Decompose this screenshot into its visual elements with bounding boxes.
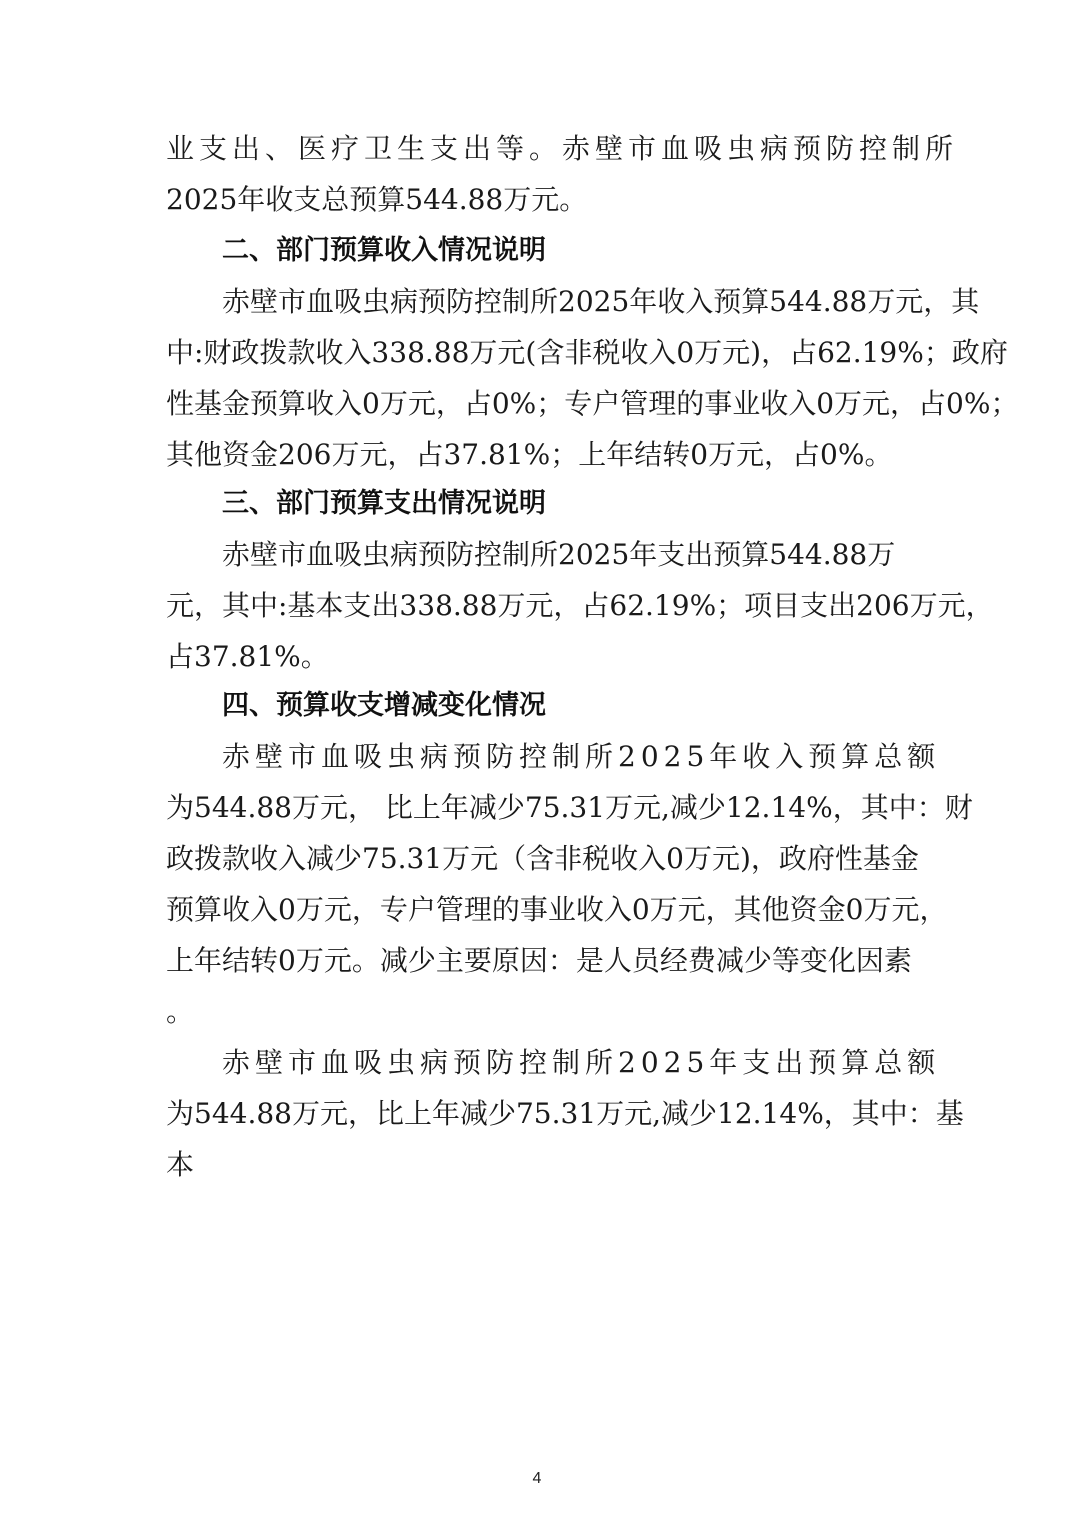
paragraph-line: 本: [166, 1148, 195, 1181]
paragraph-line: 赤壁市血吸虫病预防控制所2025年收入预算544.88万元，其: [222, 285, 980, 318]
paragraph-line: 其他资金206万元，占37.81%；上年结转0万元，占0%。: [166, 438, 893, 471]
paragraph-line: 赤壁市血吸虫病预防控制所2025年支出预算544.88万: [222, 538, 896, 571]
paragraph-line: 性基金预算收入0万元，占0%；专户管理的事业收入0万元，占0%；: [166, 387, 1019, 420]
paragraph-line: 上年结转0万元。减少主要原因：是人员经费减少等变化因素: [166, 944, 912, 977]
page-number: 4: [532, 1470, 542, 1487]
section-heading-expenditure: 三、部门预算支出情况说明: [222, 488, 546, 519]
paragraph-line: 赤壁市血吸虫病预防控制所2025年收入预算总额: [222, 740, 941, 773]
paragraph-line: 占37.81%。: [166, 640, 329, 673]
paragraph-line: 赤壁市血吸虫病预防控制所2025年支出预算总额: [222, 1046, 941, 1079]
paragraph-line: 业支出、医疗卫生支出等。赤壁市血吸虫病预防控制所: [166, 132, 959, 165]
section-heading-income: 二、部门预算收入情况说明: [222, 235, 546, 266]
paragraph-line: 预算收入0万元，专户管理的事业收入0万元，其他资金0万元，: [166, 893, 948, 926]
paragraph-line: 2025年收支总预算544.88万元。: [166, 183, 588, 216]
paragraph-line: 。: [166, 995, 195, 1028]
paragraph-line: 中:财政拨款收入338.88万元(含非税收入0万元)，占62.19%；政府: [166, 336, 1008, 369]
section-heading-change: 四、预算收支增减变化情况: [222, 690, 546, 721]
paragraph-line: 为544.88万元，比上年减少75.31万元,减少12.14%，其中：基: [166, 1097, 964, 1130]
paragraph-line: 政拨款收入减少75.31万元（含非税收入0万元)，政府性基金: [166, 842, 919, 875]
paragraph-line: 为544.88万元， 比上年减少75.31万元,减少12.14%，其中：财: [166, 791, 973, 824]
paragraph-line: 元，其中:基本支出338.88万元，占62.19%；项目支出206万元，: [166, 589, 994, 622]
